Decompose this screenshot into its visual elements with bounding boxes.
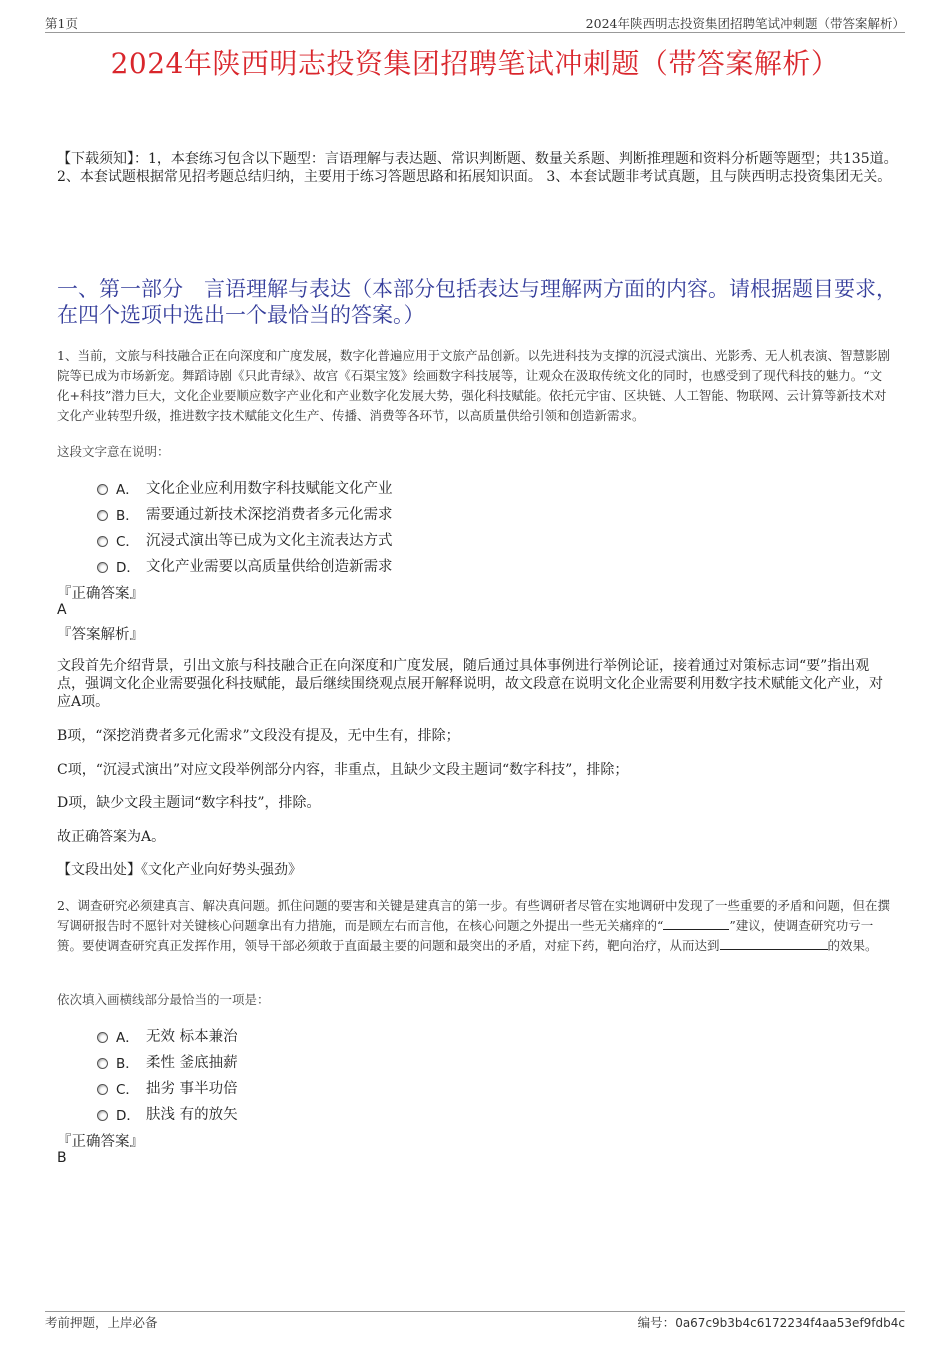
question-2-answer: B [57,1150,67,1166]
fill-blank-1[interactable] [663,917,729,930]
radio-icon[interactable] [97,484,108,495]
question-2-prompt: 依次填入画横线部分最恰当的一项是： [57,992,270,1007]
question-1-analysis-main: 文段首先介绍背景，引出文旅与科技融合正在向深度和广度发展，随后通过具体事例进行举例论证，接着通过对策标志词“要”指出观点，强调文化企业需要强化科技赋能，最后继续围绕观点展开解释说明，故文段意在说明文化企业需要利用数字技术赋能文化产业，对应A项。 [57,658,883,710]
radio-icon[interactable] [97,1084,108,1095]
question-2-option-c[interactable]: C． 拙劣 事半功倍 [97,1077,238,1098]
radio-icon[interactable] [97,1032,108,1043]
footer-code: 编号：0a67c9b3b4c6172234f4aa53ef9fdb4c [637,1315,905,1330]
radio-icon[interactable] [97,536,108,547]
radio-icon[interactable] [97,562,108,573]
section-heading: 一、第一部分 言语理解与表达（本部分包括表达与理解两方面的内容。请根据题目要求，在四个选项中选出一个最恰当的答案。） [57,277,897,327]
page-title: 2024年陕西明志投资集团招聘笔试冲刺题（带答案解析） [110,47,840,80]
radio-icon[interactable] [97,510,108,521]
question-1-source: 【文段出处】《文化产业向好势头强劲》 [57,862,302,878]
question-1-option-a[interactable]: A． 文化企业应利用数字科技赋能文化产业 [97,477,393,498]
question-1-answer: A [57,602,67,618]
footer-divider [45,1311,905,1312]
question-1-analysis-label: 『答案解析』 [57,627,144,643]
page-number: 第1页 [45,16,78,31]
fill-blank-2[interactable] [720,937,828,950]
header-doc-title: 2024年陕西明志投资集团招聘笔试冲刺题（带答案解析） [585,16,905,31]
question-1-conclusion: 故正确答案为A。 [57,829,166,845]
question-1-analysis-c: C项，“沉浸式演出”对应文段举例部分内容，非重点，且缺少文段主题词“数字科技”，排除； [57,762,629,778]
question-1-text: 1、当前，文旅与科技融合正在向深度和广度发展，数字化普遍应用于文旅产品创新。以先进科技为支撑的沉浸式演出、光影秀、无人机表演、智慧影剧院等已成为市场新宠。舞蹈诗剧《只此青绿》、故宫《石渠宝笈》绘画数字科技展等，让观众在汲取传统文化的同时，也感受到了现代科技的魅力。“文化+科技”潜力巨大，文化企业要顺应数字产业化和产业数字化发展大势，强化科技赋能。依托元宇宙、区块链、人工智能、物联网、云计算等新技术对文化产业转型升级，推进数字技术赋能文化生产、传播、消费等各环节，以高质量供给引领和创造新需求。 [57,348,890,423]
question-2-answer-label: 『正确答案』 [57,1134,144,1150]
question-1-prompt: 这段文字意在说明： [57,444,170,459]
question-1-analysis-d: D项，缺少文段主题词“数字科技”，排除。 [57,795,321,811]
footer-slogan: 考前押题，上岸必备 [45,1315,158,1330]
question-1-option-c[interactable]: C． 沉浸式演出等已成为文化主流表达方式 [97,529,393,550]
question-1-option-b[interactable]: B． 需要通过新技术深挖消费者多元化需求 [97,503,393,524]
question-1-option-d[interactable]: D． 文化产业需要以高质量供给创造新需求 [97,555,393,576]
question-2-option-a[interactable]: A． 无效 标本兼治 [97,1025,238,1046]
radio-icon[interactable] [97,1110,108,1121]
download-notice: 【下载须知】：1，本套练习包含以下题型：言语理解与表达题、常识判断题、数量关系题、判断推理题和资料分析题等题型；共135道。 2、本套试题根据常见招考题总结归纳，主要用于练习答题思路和拓展知识面。 3、本套试题非考试真题，且与陕西明志投资集团无关。 [57,151,898,185]
header-divider [45,32,905,33]
question-1-answer-label: 『正确答案』 [57,586,144,602]
question-2-text: 2、调查研究必须建真言、解决真问题。抓住问题的要害和关键是建真言的第一步。有些调研者尽管在实地调研中发现了一些重要的矛盾和问题，但在撰写调研报告时不愿针对关键核心问题拿出有力措施，而是顾左右而言他，在核心问题之外提出一些无关痛痒的“ ”建议，使调查研究功亏一篑。要使调查研究真正发挥作用，领导干部必须敢于直面最主要的问题和最突出的矛盾，对症下药，靶向治疗，从而达到 的效果。 [57,898,890,953]
question-2-option-d[interactable]: D． 肤浅 有的放矢 [97,1103,238,1124]
radio-icon[interactable] [97,1058,108,1069]
question-1-analysis-b: B项，“深挖消费者多元化需求”文段没有提及，无中生有，排除； [57,728,460,744]
question-2-option-b[interactable]: B． 柔性 釜底抽薪 [97,1051,238,1072]
